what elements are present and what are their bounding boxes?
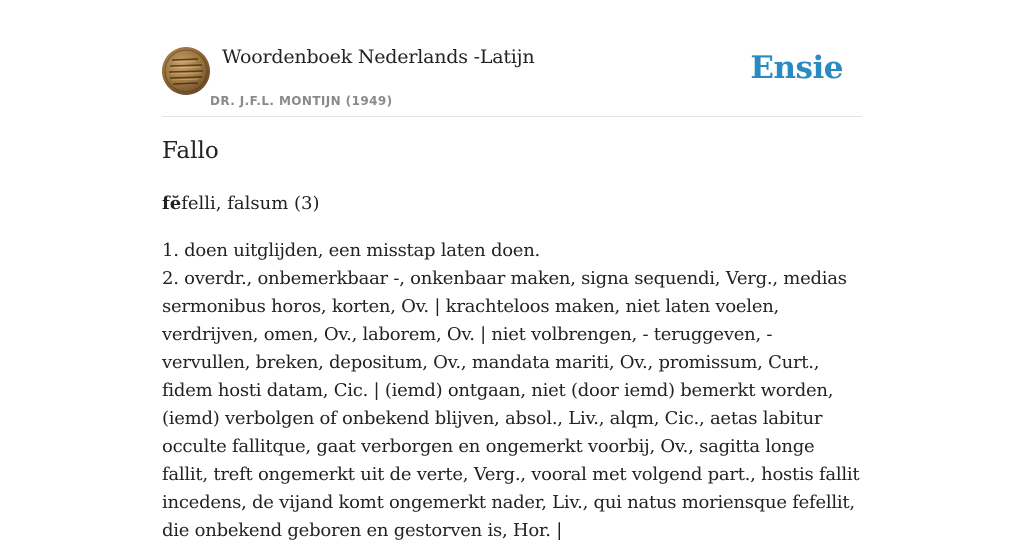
definition-item: 1. doen uitglijden, een misstap laten doen. [162, 240, 541, 261]
brand-logo[interactable]: Ensie [750, 50, 843, 86]
book-title[interactable]: Woordenboek Nederlands -Latijn [222, 46, 535, 68]
entry-definition [162, 237, 862, 545]
book-cover-icon[interactable] [162, 47, 210, 95]
book-author: DR. J.F.L. MONTIJN (1949) [210, 94, 393, 108]
entry-title: Fallo [162, 138, 219, 164]
header [162, 46, 862, 117]
definition-item: 2. overdr., onbemerkbaar -, onkenbaar maken, signa sequendi, Verg., medias sermonibus horos, korten, Ov. | krachteloos maken, niet laten voelen, verdrijven, omen, Ov., laborem, Ov. | niet volbrengen, - teruggeven, - vervullen, breken, depositum, Ov., mandata mariti, Ov., promissum, Curt., fidem hosti datam, Cic. | (iemd) ontgaan, niet (door iemd) bemerkt worden, (iemd) verbolgen of onbekend blijven, absol., Liv., alqm, Cic., aetas labitur occulte fallitque, gaat verborgen en ongemerkt voorbij, Ov., sagitta longe fallit, treft ongemerkt uit de verte, Verg., vooral met volgend part., hostis fallit incedens, de vijand komt ongemerkt nader, Liv., qui natus moriensque fefellit, die onbekend geboren en gestorven is, Hor. | [162, 268, 860, 541]
entry-forms [162, 193, 320, 214]
stressed-syllable: fĕ [162, 193, 182, 214]
forms-rest: felli, falsum (3) [181, 193, 320, 214]
